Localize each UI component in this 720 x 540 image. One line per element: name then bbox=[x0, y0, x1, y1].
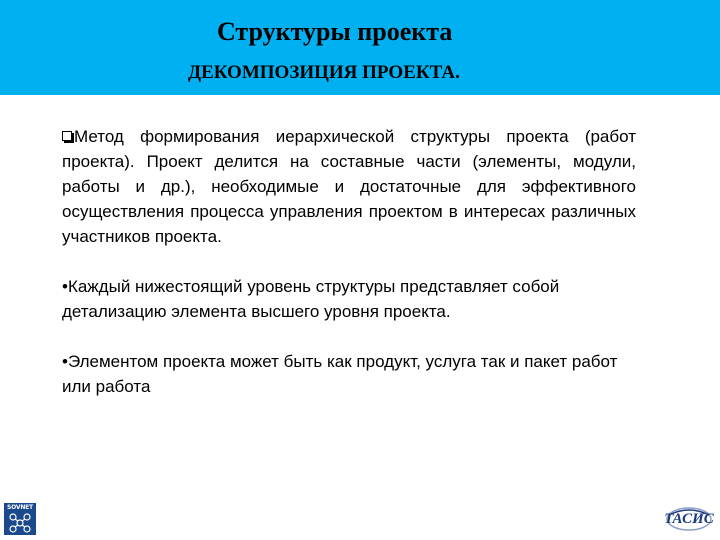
paragraph-spacer bbox=[62, 249, 636, 274]
sovnet-logo-icon bbox=[4, 503, 36, 535]
paragraph-element bbox=[62, 349, 636, 399]
slide-title: Структуры проекта bbox=[217, 17, 453, 46]
paragraph-levels-text: Каждый нижестоящий уровень структуры представляет собой детализацию элемента высшего уровня проекта. bbox=[62, 277, 560, 321]
paragraph-method bbox=[62, 124, 636, 249]
paragraph-levels bbox=[62, 274, 636, 324]
sovnet-logo-text: SOVNET bbox=[7, 504, 33, 511]
paragraph-spacer bbox=[62, 324, 636, 349]
slide-header bbox=[0, 0, 720, 95]
tasis-logo-icon bbox=[664, 503, 714, 535]
slide-body bbox=[62, 124, 636, 399]
checkbox-bullet-icon bbox=[62, 131, 72, 141]
paragraph-element-text: Элементом проекта может быть как продукт, услуга так и пакет работ или работа bbox=[62, 352, 618, 396]
tasis-logo-text: ТАСИС bbox=[664, 511, 714, 527]
sovnet-network-icon bbox=[6, 512, 34, 534]
paragraph-method-text: Метод формирования иерархической структуры проекта (работ проекта). Проект делится на составные части (элементы, модули, работы и др.), необходимые и достаточные для эффективного осуществления процесса управления проектом в интересах различных участников проекта. bbox=[62, 127, 636, 246]
bullet-icon: • bbox=[62, 277, 68, 296]
slide-subtitle: ДЕКОМПОЗИЦИЯ ПРОЕКТА. bbox=[188, 62, 460, 83]
bullet-icon: • bbox=[62, 352, 68, 371]
